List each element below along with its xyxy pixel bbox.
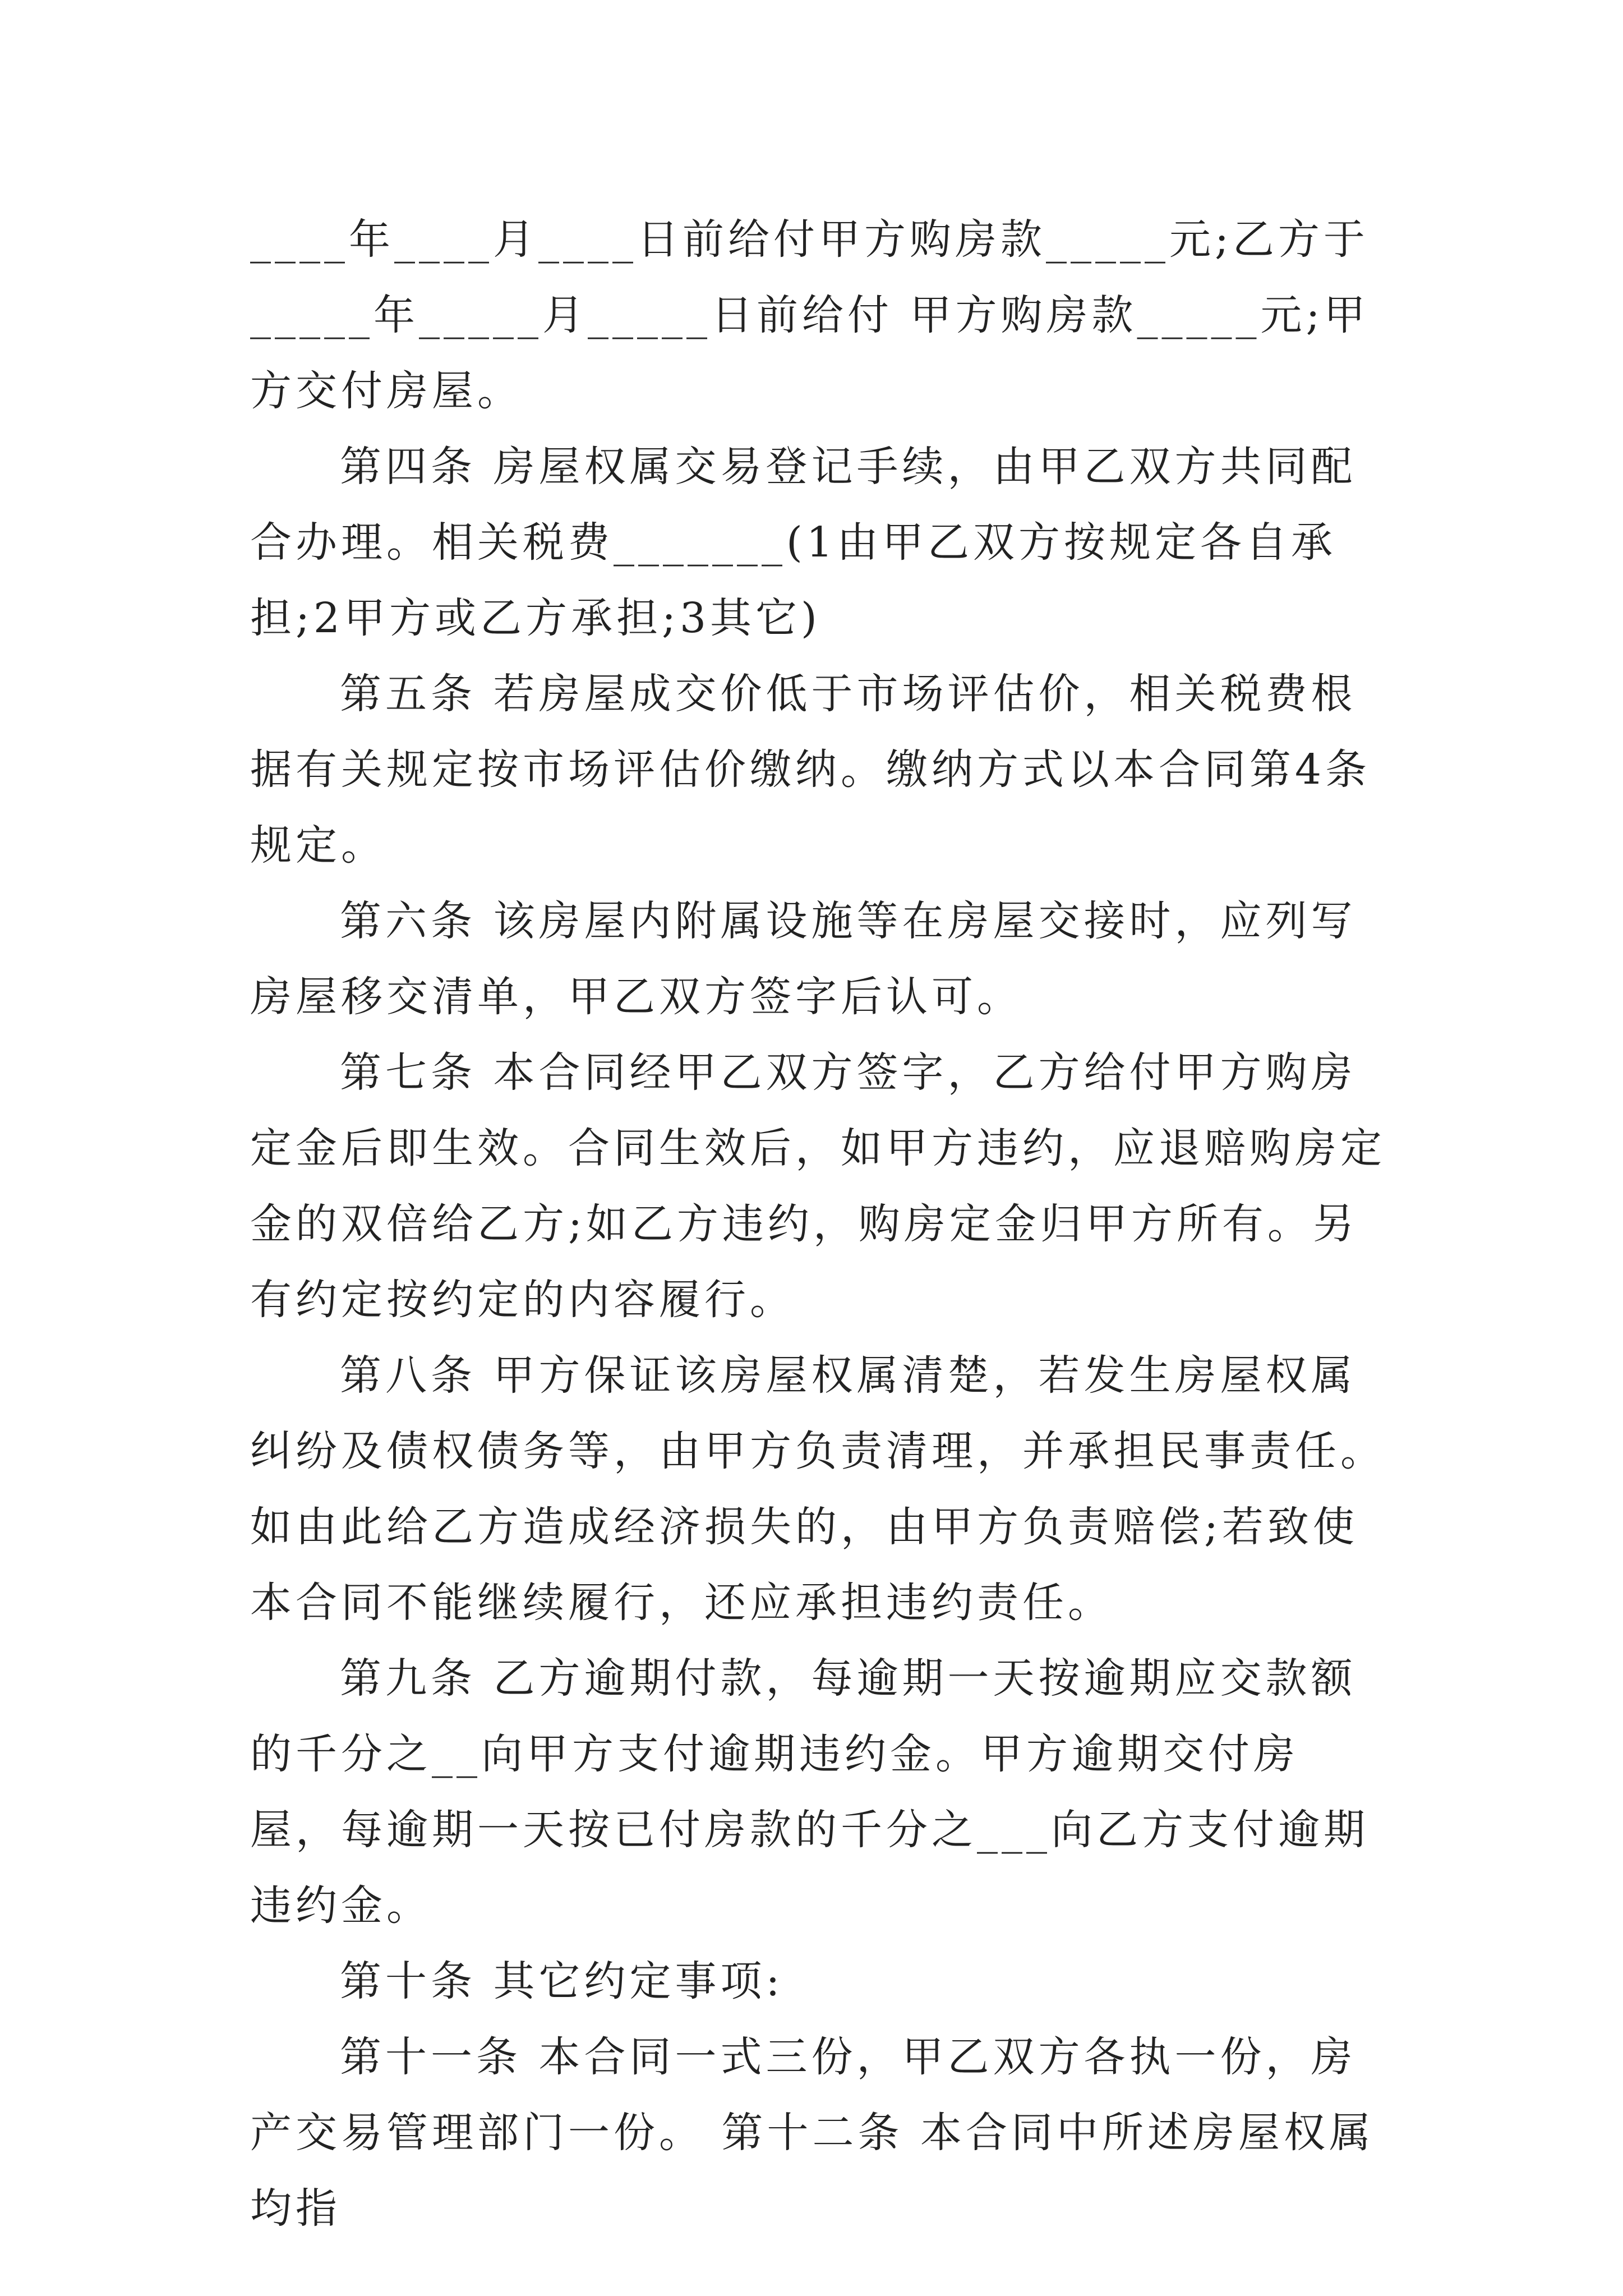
contract-body <box>250 202 1389 2247</box>
article-10-paragraph: 第十条 其它约定事项: <box>340 1957 784 2005</box>
article-5-paragraph: 第五条 若房屋成交价低于市场评估价，相关税费根据有关规定按市场评估价缴纳。缴纳方式以本合同第4条规定。 <box>250 670 1371 869</box>
article-4-paragraph: 第四条 房屋权属交易登记手续，由甲乙双方共同配合办理。相关税费_______(1由甲乙双方按规定各自承担;2甲方或乙方承担;3其它) <box>250 443 1357 642</box>
article-11-paragraph: 第十一条 本合同一式三份，甲乙双方各执一份，房产交易管理部门一份。 第十二条 本合同中所述房屋权属均指 <box>250 2033 1375 2233</box>
article-8-paragraph: 第八条 甲方保证该房屋权属清楚，若发生房屋权属纠纷及债权债务等，由甲方负责清理，并承担民事责任。如由此给乙方造成经济损失的，由甲方负责赔偿;若致使本合同不能继续履行，还应承担违约责任。 <box>250 1351 1386 1627</box>
article-6-paragraph: 第六条 该房屋内附属设施等在房屋交接时，应列写房屋移交清单，甲乙双方签字后认可。 <box>250 897 1357 1021</box>
article-9-paragraph: 第九条 乙方逾期付款，每逾期一天按逾期应交款额的千分之__向甲方支付逾期违约金。甲方逾期交付房屋，每逾期一天按已付房款的千分之___向乙方支付逾期违约金。 <box>250 1654 1369 1930</box>
payment-schedule-paragraph: ____年____月____日前给付甲方购房款_____元;乙方于_____年_____月_____日前给付 甲方购房款_____元;甲方交付房屋。 <box>250 215 1370 415</box>
article-7-paragraph: 第七条 本合同经甲乙双方签字，乙方给付甲方购房定金后即生效。合同生效后，如甲方违约，应退赔购房定金的双倍给乙方;如乙方违约，购房定金归甲方所有。另有约定按约定的内容履行。 <box>250 1048 1386 1324</box>
